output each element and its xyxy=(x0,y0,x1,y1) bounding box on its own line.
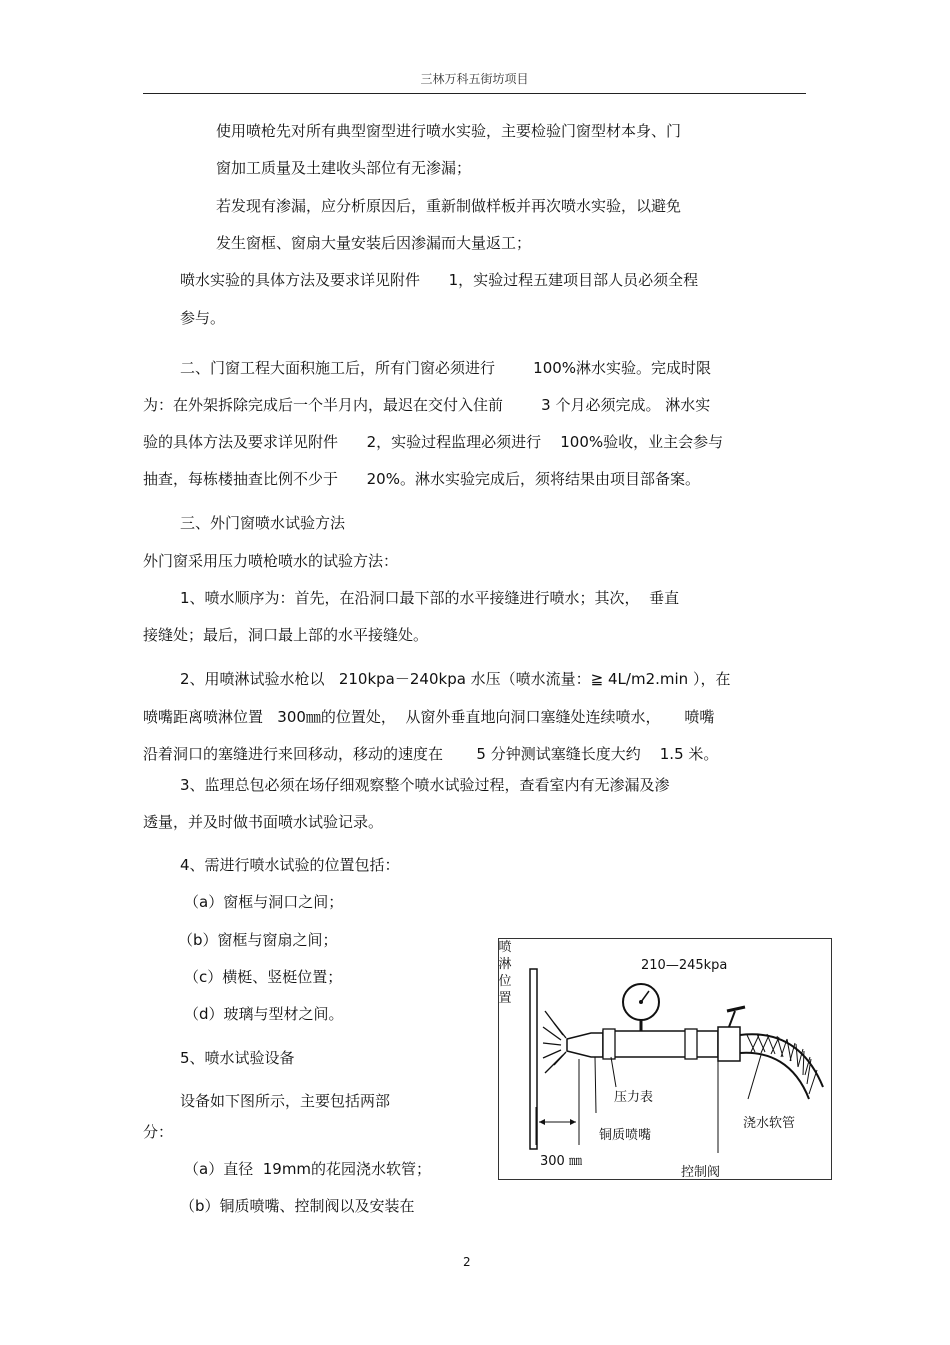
body-line: 抽查，每栋楼抽查比例不少于 20%。淋水实验完成后，须将结果由项目部备案。 xyxy=(143,470,700,488)
list-item: （c）横梃、竖梃位置； xyxy=(184,968,343,986)
nozzle-label: 铜质喷嘴 xyxy=(599,1128,652,1143)
body-line: 喷嘴距离喷淋位置 300㎜的位置处， 从窗外垂直地向洞口塞缝处连续喷水， 喷嘴 xyxy=(143,708,715,726)
page-header: 三林万科五街坊项目 xyxy=(420,72,529,86)
body-line: 1、喷水顺序为：首先，在沿洞口最下部的水平接缝进行喷水；其次， 垂直 xyxy=(180,589,680,607)
body-line: 窗加工质量及土建收头部位有无渗漏； xyxy=(216,159,472,177)
body-line: 3、监理总包必须在场仔细观察整个喷水试验过程，查看室内有无渗漏及渗 xyxy=(180,776,670,794)
body-line: 外门窗采用压力喷枪喷水的试验方法： xyxy=(143,552,399,570)
header-rule xyxy=(143,93,806,94)
pipe-icon xyxy=(603,1031,718,1057)
spray-position-label: 喷淋位置 xyxy=(498,940,512,1006)
spray-equipment-drawing xyxy=(499,939,833,1181)
body-line: 4、需进行喷水试验的位置包括： xyxy=(180,856,400,874)
list-item: （b）铜质喷嘴、控制阀以及安装在 xyxy=(180,1197,415,1215)
body-line: 分： xyxy=(143,1123,174,1141)
section-heading: 三、外门窗喷水试验方法 xyxy=(180,514,346,532)
gauge-label: 压力表 xyxy=(614,1090,654,1105)
body-line: 使用喷枪先对所有典型窗型进行喷水实验，主要检验门窗型材本身、门 xyxy=(216,122,682,140)
body-line: 喷水实验的具体方法及要求详见附件 1，实验过程五建项目部人员必须全程 xyxy=(180,271,699,289)
body-line: 2、用喷淋试验水枪以 210kpa－240kpa 水压（喷水流量：≧ 4L/m2.min ），在 xyxy=(180,670,731,688)
list-item: （a）窗框与洞口之间； xyxy=(184,893,344,911)
water-spray-icon xyxy=(543,1011,566,1073)
hose-label: 浇水软管 xyxy=(743,1116,796,1131)
distance-label: 300 ㎜ xyxy=(540,1154,582,1169)
nozzle-icon xyxy=(567,1033,603,1057)
body-line: 发生窗框、窗扇大量安装后因渗漏而大量返工； xyxy=(216,234,532,252)
body-line: 验的具体方法及要求详见附件 2，实验过程监理必须进行 100%验收，业主会参与 xyxy=(143,433,724,451)
list-item: （b）窗框与窗扇之间； xyxy=(178,931,338,949)
body-line: 5、喷水试验设备 xyxy=(180,1049,295,1067)
list-item: （a）直径 19mm的花园浇水软管； xyxy=(184,1160,432,1178)
body-line: 设备如下图所示，主要包括两部 xyxy=(180,1092,391,1110)
pressure-range-label: 210—245kpa xyxy=(641,958,728,973)
list-item: （d）玻璃与型材之间。 xyxy=(184,1005,344,1023)
body-line: 透量，并及时做书面喷水试验记录。 xyxy=(143,813,384,831)
body-line: 接缝处；最后，洞口最上部的水平接缝处。 xyxy=(143,626,429,644)
spray-equipment-figure xyxy=(498,938,832,1180)
body-line: 二、门窗工程大面积施工后，所有门窗必须进行 100%淋水实验。完成时限 xyxy=(180,359,712,377)
body-line: 若发现有渗漏，应分析原因后，重新制做样板并再次喷水实验，以避免 xyxy=(216,197,682,215)
body-line: 参与。 xyxy=(180,309,226,327)
control-valve-icon xyxy=(718,1027,740,1061)
body-line: 为：在外架拆除完成后一个半月内，最迟在交付入住前 3 个月必须完成。 淋水实 xyxy=(143,396,711,414)
body-line: 沿着洞口的塞缝进行来回移动，移动的速度在 5 分钟测试塞缝长度大约 1.5 米。 xyxy=(143,745,719,763)
valve-label: 控制阀 xyxy=(681,1165,721,1180)
page-number: 2 xyxy=(463,1255,471,1269)
